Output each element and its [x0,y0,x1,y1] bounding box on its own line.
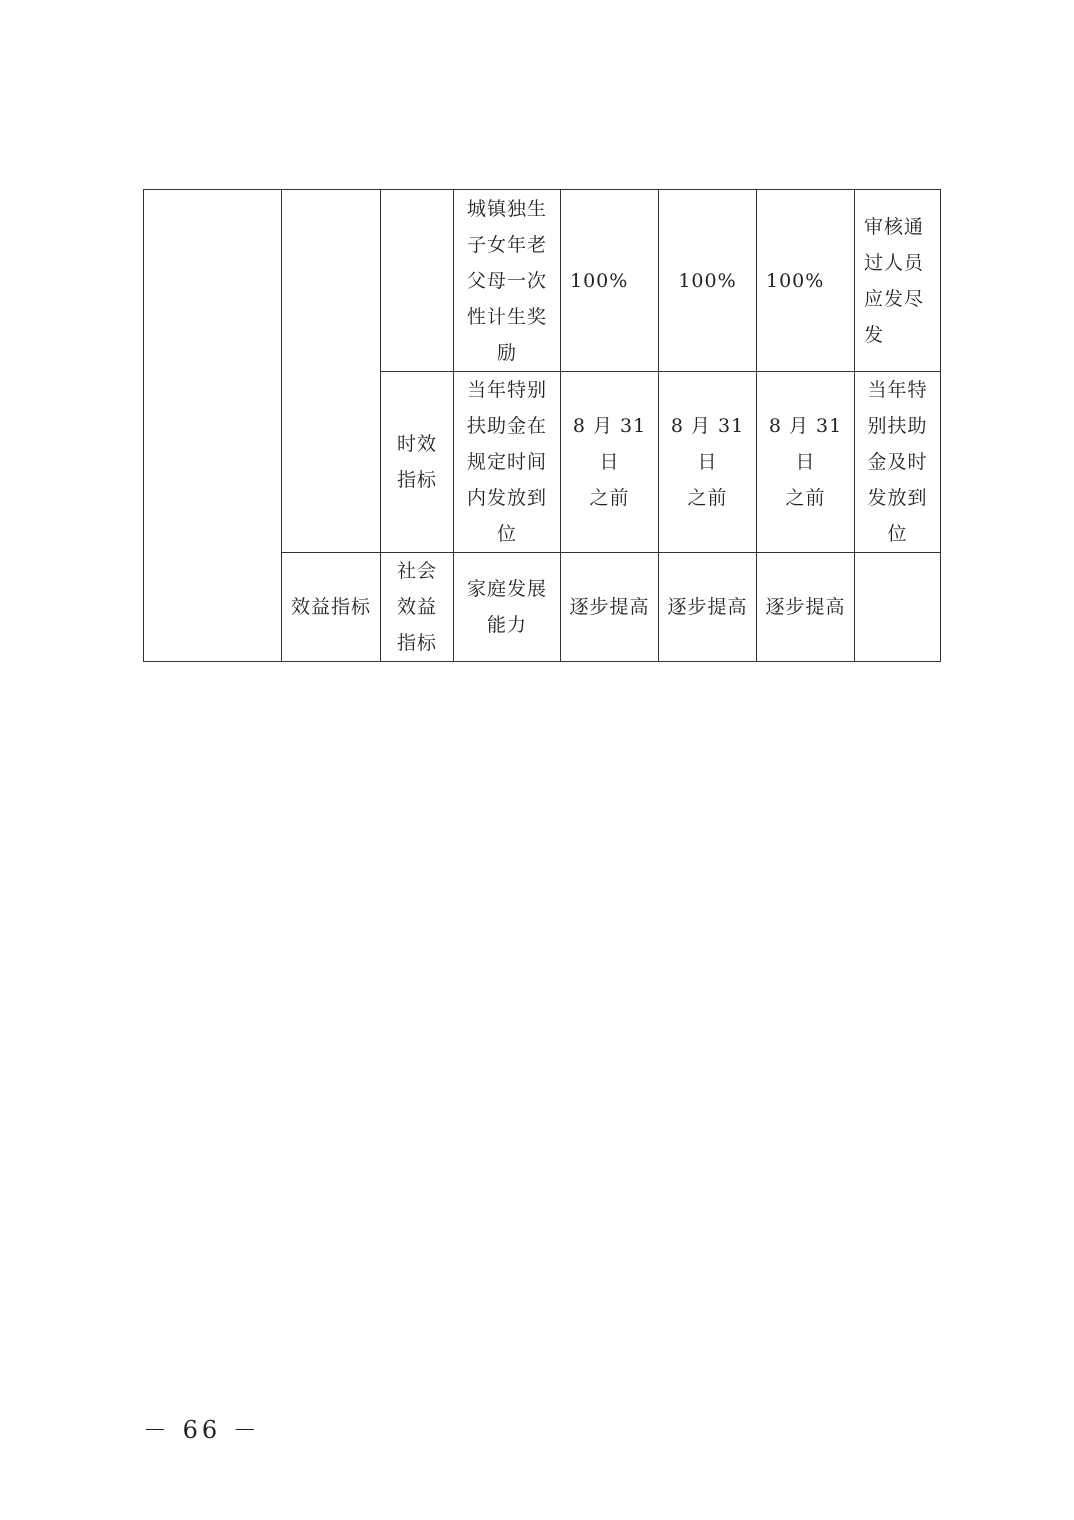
page-number: － 66 － [143,1416,261,1444]
indicator-cell: 当年特别 扶助金在 规定时间 内发放到 位 [454,372,561,553]
value-cell: 8 月 31 日 之前 [757,372,855,553]
value-cell: 8 月 31 日 之前 [659,372,757,553]
performance-indicator-table [143,189,941,662]
annual-target-cell: 100% [561,190,659,372]
note-cell: 审核通 过人员 应发尽 发 [855,190,941,372]
value-cell: 100% [659,190,757,372]
blank-project-cell [144,190,282,662]
subcategory-cell: 时效 指标 [381,372,454,553]
blank-category-cell [282,190,381,553]
annual-target-cell: 逐步提高 [561,553,659,662]
value-cell: 逐步提高 [757,553,855,662]
subcategory-cell: 社会 效益 指标 [381,553,454,662]
category-cell: 效益指标 [282,553,381,662]
value-cell: 100% [757,190,855,372]
note-cell [855,553,941,662]
value-cell: 逐步提高 [659,553,757,662]
indicator-cell: 城镇独生 子女年老 父母一次 性计生奖 励 [454,190,561,372]
indicator-cell: 家庭发展 能力 [454,553,561,662]
table-row [144,190,941,372]
blank-subcategory-cell [381,190,454,372]
annual-target-cell: 8 月 31 日 之前 [561,372,659,553]
note-cell: 当年特 别扶助 金及时 发放到 位 [855,372,941,553]
